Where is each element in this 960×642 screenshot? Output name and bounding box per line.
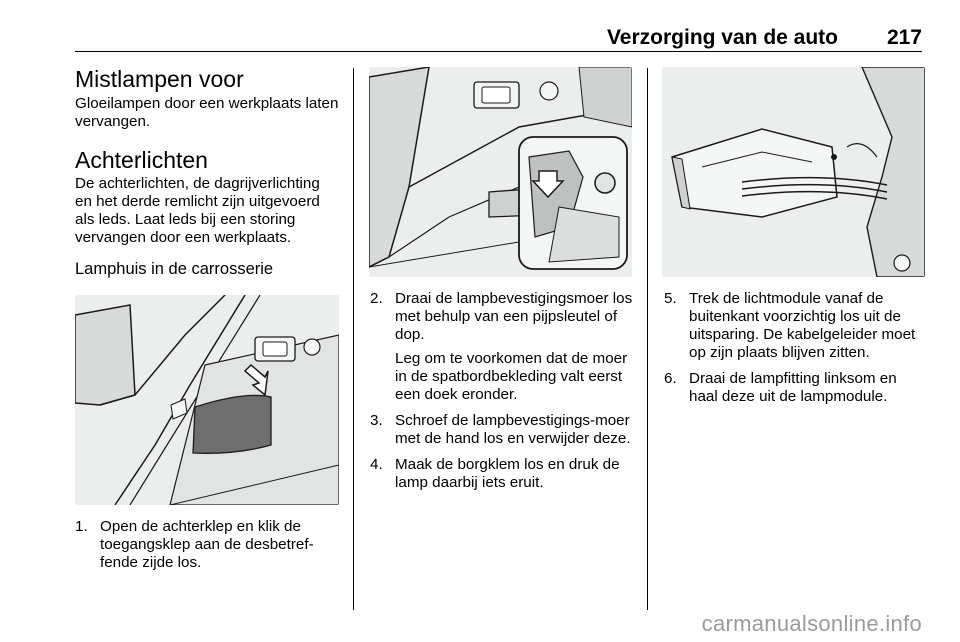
step-text: Maak de borgklem los en druk de lamp daarbij iets eruit. (395, 456, 620, 491)
column-divider-1 (353, 68, 354, 610)
step-number: 4. (370, 456, 383, 473)
step-list-2 (370, 290, 635, 492)
watermark-link[interactable]: carmanualsonline.info (701, 611, 922, 636)
step-text: Schroef de lampbevestigings-moer met de hand los en verwijder deze. (395, 412, 631, 447)
page-number: 217 (886, 26, 922, 49)
step-number: 2. (370, 290, 383, 307)
step-item (370, 412, 635, 448)
heading-achterlichten: Achterlichten (75, 147, 208, 173)
step-item (370, 290, 635, 404)
step-list-1 (75, 518, 340, 572)
step-note: Leg om te voorkomen dat de moer in de spatbordbekleding valt eerst een doek eronder. (395, 350, 628, 403)
step-item (664, 370, 929, 406)
step-number: 6. (664, 370, 677, 387)
running-header-title: Verzorging van de auto (606, 26, 838, 49)
step-text: Open de achterklep en klik de toegangsklep aan de desbetref-fende zijde los. (100, 518, 314, 571)
text-mistlampen: Gloeilampen door een werkplaats laten vervangen. (75, 95, 339, 130)
step-number: 1. (75, 518, 88, 535)
text-achterlichten: De achterlichten, de dagrijverlichting en het derde remlicht zijn uitgevoerd als leds. Laat leds bij een storing vervangen door een werkplaats. (75, 175, 320, 246)
column-3-steps (664, 290, 929, 414)
step-text: Trek de lichtmodule vanaf de buitenkant voorzichtig los uit de uitsparing. De kabelgeleider moet op zijn plaats blijven zitten. (689, 290, 916, 361)
header-rule (75, 51, 922, 52)
step-item (370, 456, 635, 492)
heading-lamphuis: Lamphuis in de carrosserie (75, 260, 274, 278)
heading-mistlampen: Mistlampen voor (75, 66, 244, 92)
column-1 (75, 66, 340, 279)
figure-light-module (662, 67, 925, 277)
step-item (75, 518, 340, 572)
column-1-steps (75, 518, 340, 580)
step-list-3 (664, 290, 929, 406)
step-item (664, 290, 929, 362)
step-text: Draai de lampfitting linksom en haal deze uit de lampmodule. (689, 370, 897, 405)
figure-lamp-nut-removal (369, 67, 632, 277)
column-2-steps (370, 290, 635, 500)
column-divider-2 (647, 68, 648, 610)
step-number: 3. (370, 412, 383, 429)
step-text: Draai de lampbevestigingsmoer los met behulp van een pijpsleutel of dop. (395, 290, 633, 343)
figure-trunk-access-panel (75, 295, 339, 505)
step-number: 5. (664, 290, 677, 307)
